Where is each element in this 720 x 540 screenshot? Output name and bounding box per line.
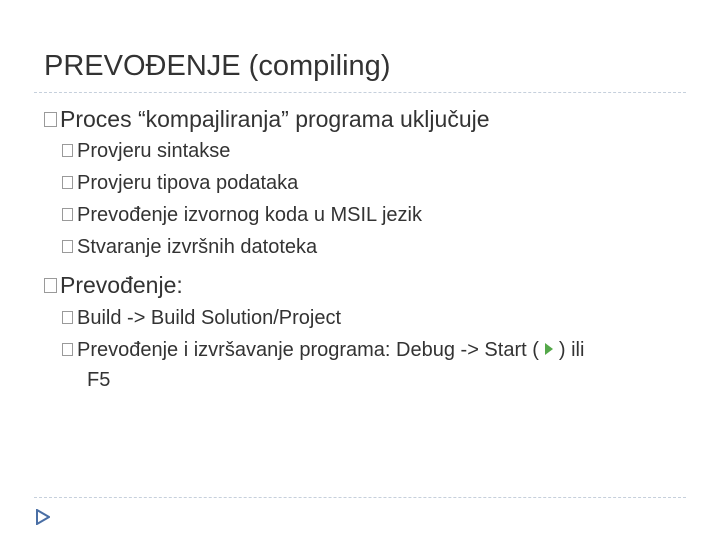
bullet-text: Prevođenje izvornog koda u MSIL jezik — [77, 204, 422, 226]
bullet-text: Prevođenje i izvršavanje programa: Debug -> Start ( — [77, 339, 539, 361]
checkbox-bullet-icon — [44, 112, 57, 127]
checkbox-bullet-icon — [62, 343, 73, 356]
bullet-text: Stvaranje izvršnih datoteka — [77, 236, 318, 258]
bullet-text: Prevođenje: — [60, 272, 183, 298]
bullet-text: Proces “kompajliranja” programa uključuje — [60, 106, 490, 132]
bullet-text: Provjeru tipova podataka — [77, 172, 299, 194]
bullet-text: Build -> Build Solution/Project — [77, 307, 342, 329]
sub-bullet-item — [62, 204, 422, 227]
title-divider — [34, 92, 686, 93]
slide-title: PREVOĐENJE (compiling) — [44, 50, 391, 82]
bullet-item — [44, 106, 490, 133]
checkbox-bullet-icon — [62, 144, 73, 157]
checkbox-bullet-icon — [44, 278, 57, 293]
checkbox-bullet-icon — [62, 176, 73, 189]
checkbox-bullet-icon — [62, 311, 73, 324]
next-slide-icon[interactable] — [36, 509, 50, 525]
bullet-text: Provjeru sintakse — [77, 140, 231, 162]
bullet-item — [44, 272, 183, 299]
sub-bullet-item — [62, 307, 341, 330]
sub-bullet-continuation: F5 — [87, 369, 111, 391]
bullet-text-end: ) ili — [558, 339, 585, 361]
checkbox-bullet-icon — [62, 240, 73, 253]
footer-divider — [34, 497, 686, 498]
sub-bullet-item — [62, 339, 584, 362]
play-icon — [545, 343, 553, 355]
sub-bullet-item — [62, 140, 230, 163]
sub-bullet-item — [62, 236, 317, 259]
checkbox-bullet-icon — [62, 208, 73, 221]
sub-bullet-item — [62, 172, 298, 195]
